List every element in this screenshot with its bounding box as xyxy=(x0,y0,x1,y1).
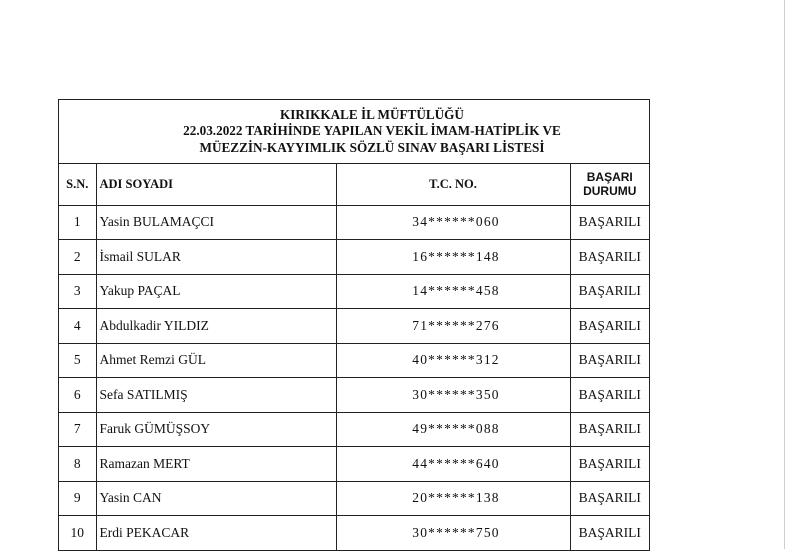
person-name: Yakup PAÇAL xyxy=(96,274,336,309)
column-header-name: ADI SOYADI xyxy=(96,164,336,205)
status-cell: BAŞARILI xyxy=(570,309,649,344)
person-name: Faruk GÜMÜŞSOY xyxy=(96,412,336,447)
tc-number: 34******060 xyxy=(336,205,570,240)
person-name: Yasin CAN xyxy=(96,481,336,516)
person-name: Erdi PEKACAR xyxy=(96,516,336,551)
column-header-tc: T.C. NO. xyxy=(336,164,570,205)
person-name: İsmail SULAR xyxy=(96,240,336,275)
row-number: 8 xyxy=(59,447,96,482)
person-name: Ramazan MERT xyxy=(96,447,336,482)
row-number: 4 xyxy=(59,309,96,344)
row-number: 10 xyxy=(59,516,96,551)
tc-number: 71******276 xyxy=(336,309,570,344)
tc-number: 20******138 xyxy=(336,481,570,516)
title-line-1: KIRIKKALE İL MÜFTÜLÜĞÜ xyxy=(280,106,464,122)
person-name: Ahmet Remzi GÜL xyxy=(96,343,336,378)
row-number: 5 xyxy=(59,343,96,378)
tc-number: 30******350 xyxy=(336,378,570,413)
person-name: Sefa SATILMIŞ xyxy=(96,378,336,413)
table-row xyxy=(59,240,649,275)
row-number: 9 xyxy=(59,481,96,516)
table-row xyxy=(59,481,649,516)
table-row xyxy=(59,274,649,309)
status-cell: BAŞARILI xyxy=(570,205,649,240)
column-header-status-line-2: DURUMU xyxy=(583,184,637,199)
document-title xyxy=(59,100,649,164)
row-number: 2 xyxy=(59,240,96,275)
status-cell: BAŞARILI xyxy=(570,412,649,447)
table-row xyxy=(59,205,649,240)
page-edge xyxy=(784,0,785,549)
column-header-status xyxy=(570,164,649,205)
status-cell: BAŞARILI xyxy=(570,240,649,275)
table-body xyxy=(59,205,649,550)
status-cell: BAŞARILI xyxy=(570,274,649,309)
status-cell: BAŞARILI xyxy=(570,378,649,413)
column-header-sn: S.N. xyxy=(59,164,96,205)
title-line-3: MÜEZZİN-KAYYIMLIK SÖZLÜ SINAV BAŞARI LİSTESİ xyxy=(199,139,545,155)
person-name: Yasin BULAMAÇCI xyxy=(96,205,336,240)
status-cell: BAŞARILI xyxy=(570,447,649,482)
results-table xyxy=(59,164,649,551)
tc-number: 44******640 xyxy=(336,447,570,482)
tc-number: 16******148 xyxy=(336,240,570,275)
title-line-2: 22.03.2022 TARİHİNDE YAPILAN VEKİL İMAM-HATİPLİK VE xyxy=(183,123,561,139)
table-row xyxy=(59,516,649,551)
table-row xyxy=(59,343,649,378)
results-document xyxy=(58,99,650,551)
status-cell: BAŞARILI xyxy=(570,516,649,551)
tc-number: 40******312 xyxy=(336,343,570,378)
table-row xyxy=(59,447,649,482)
status-cell: BAŞARILI xyxy=(570,343,649,378)
table-header xyxy=(59,164,649,205)
row-number: 3 xyxy=(59,274,96,309)
column-header-status-line-1: BAŞARI xyxy=(586,170,633,185)
person-name: Abdulkadir YILDIZ xyxy=(96,309,336,344)
table-row xyxy=(59,378,649,413)
tc-number: 14******458 xyxy=(336,274,570,309)
tc-number: 30******750 xyxy=(336,516,570,551)
table-row xyxy=(59,309,649,344)
header-row xyxy=(59,164,649,205)
table-row xyxy=(59,412,649,447)
row-number: 1 xyxy=(59,205,96,240)
row-number: 6 xyxy=(59,378,96,413)
row-number: 7 xyxy=(59,412,96,447)
tc-number: 49******088 xyxy=(336,412,570,447)
status-cell: BAŞARILI xyxy=(570,481,649,516)
